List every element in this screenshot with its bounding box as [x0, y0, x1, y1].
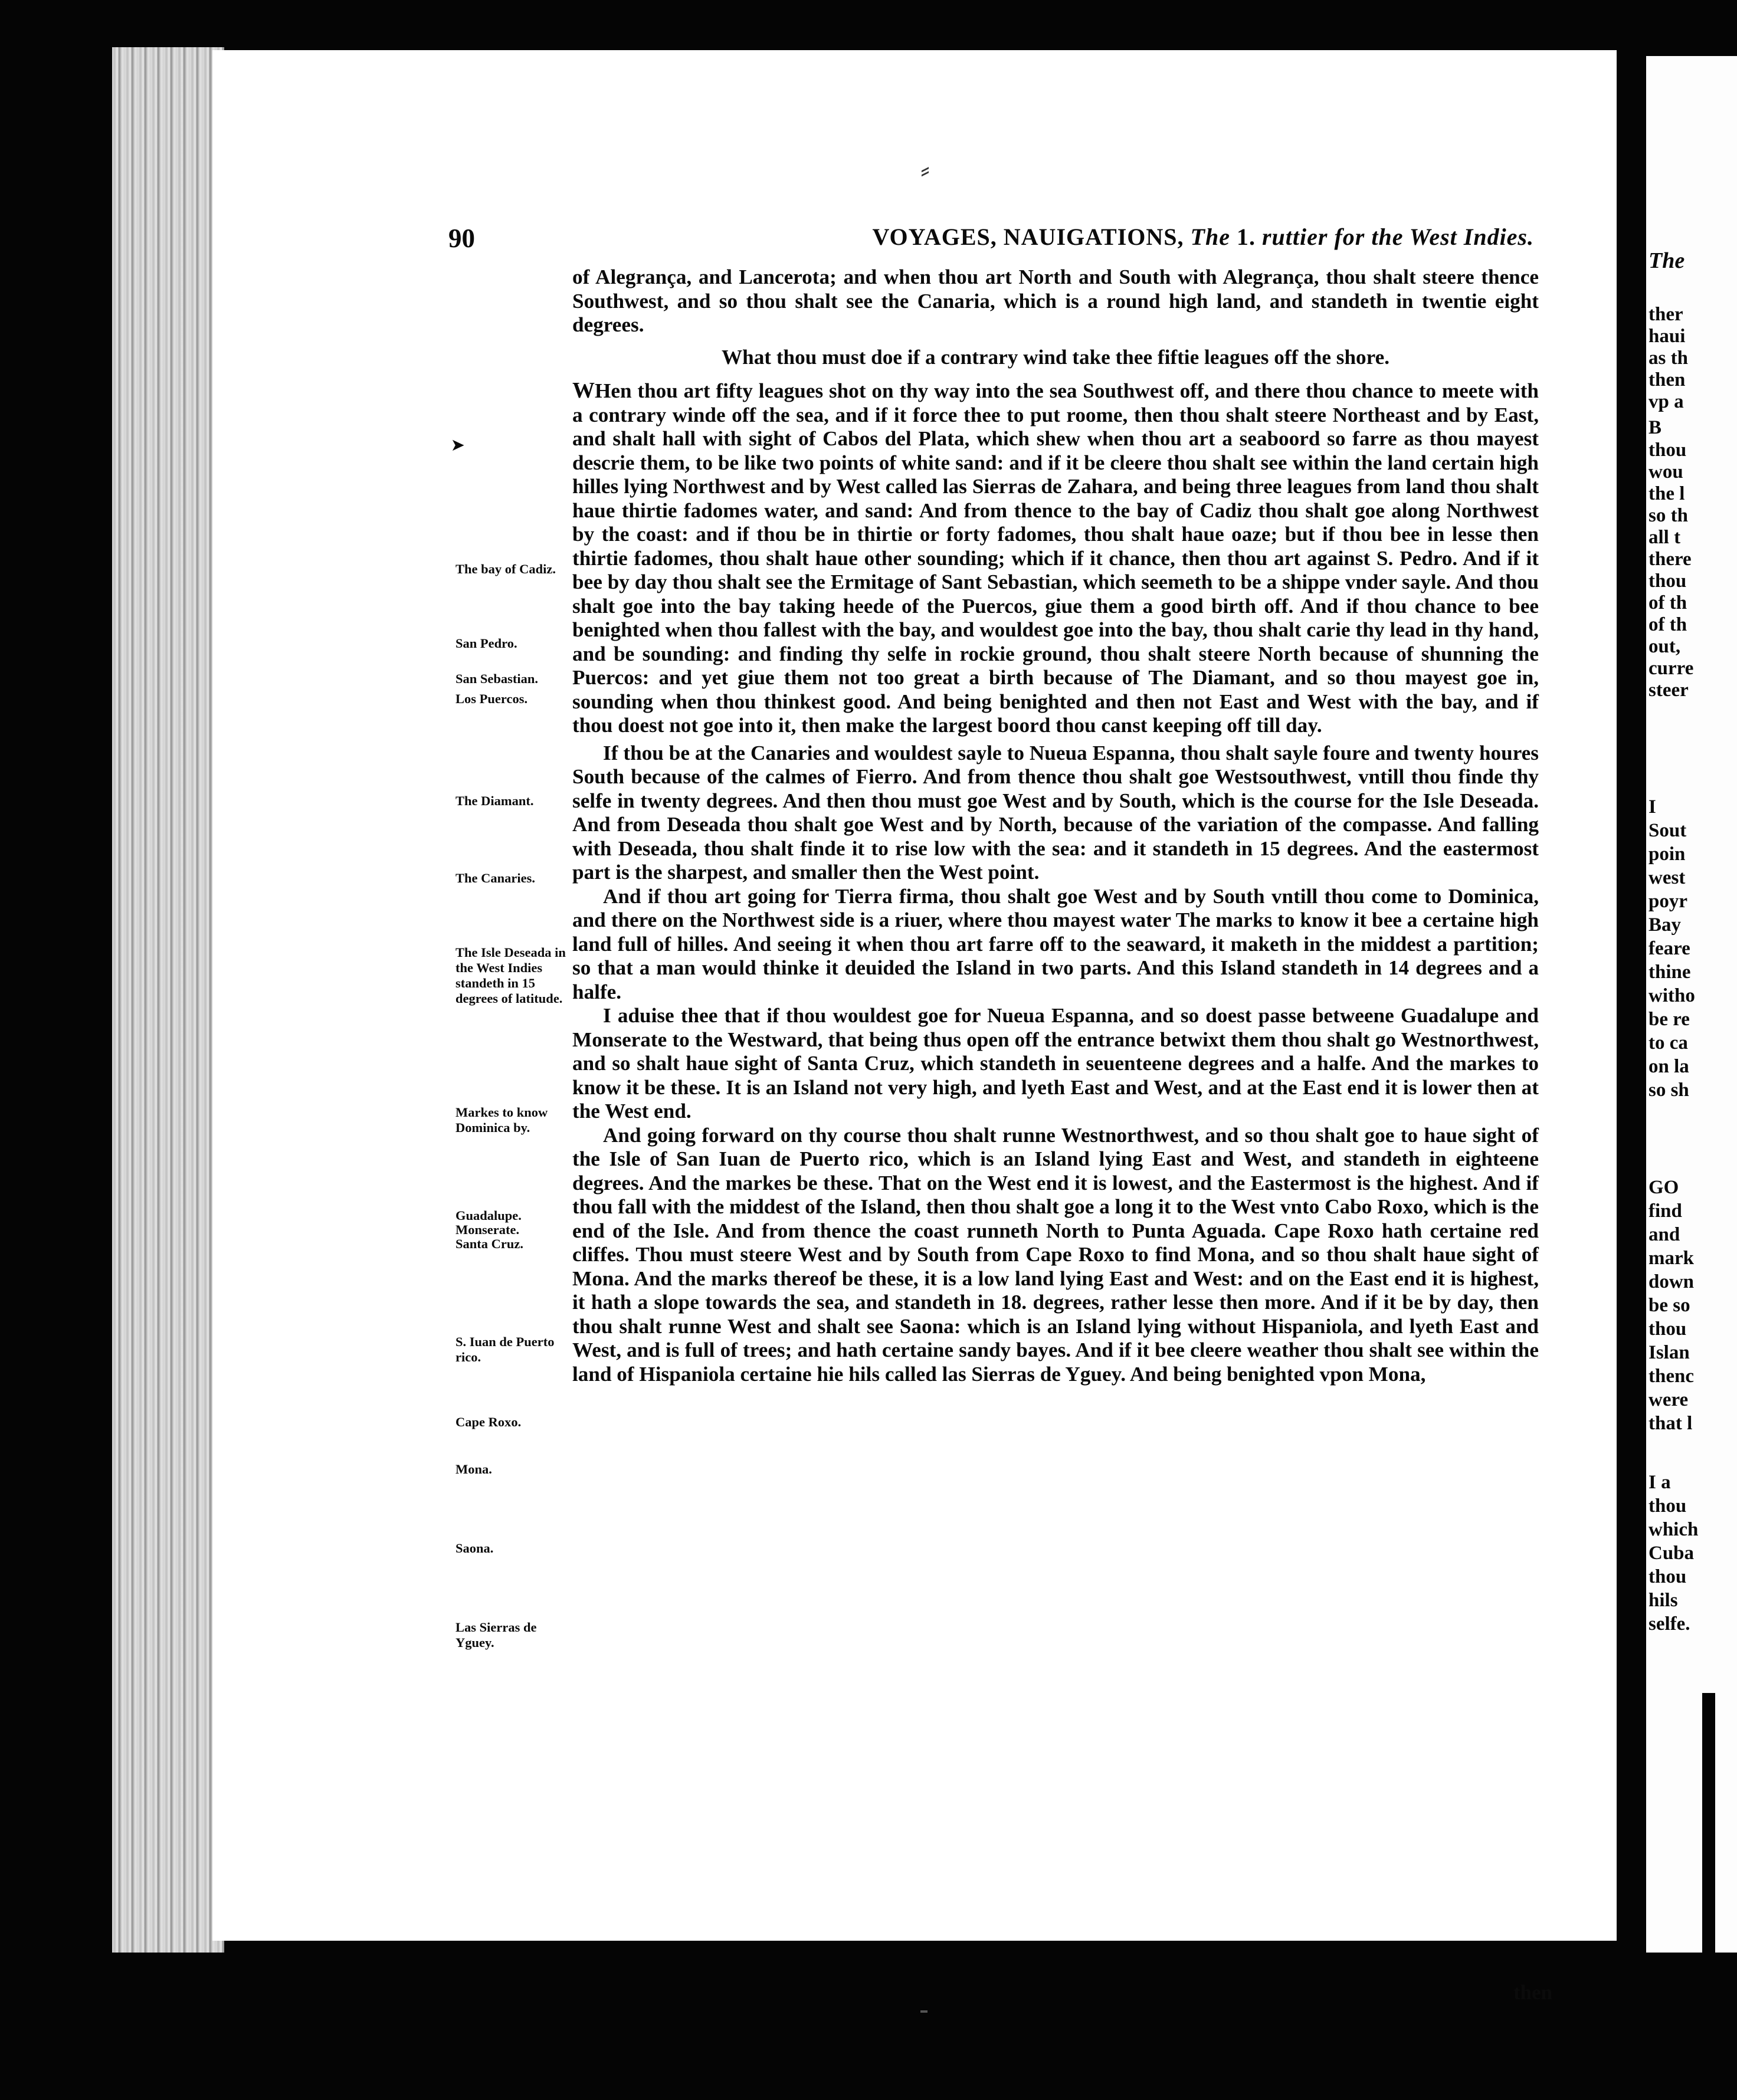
next-page-line: steer	[1648, 680, 1689, 701]
catchword: then	[1513, 1981, 1553, 2004]
next-page-line: thou	[1648, 1318, 1687, 1340]
next-page-line: be re	[1648, 1009, 1690, 1030]
next-page-line: poin	[1648, 844, 1686, 865]
next-page-line: that l	[1648, 1413, 1693, 1434]
next-page-line: thenc	[1648, 1366, 1694, 1387]
paragraph-5: And going forward on thy course thou shalt runne Westnorthwest, and so thou shalt goe to haue sight of the Isle of San Iuan de Puerto rico, which is an Island lying East and West, and standeth in eighteene degrees. And the markes be these. That on the West end it is lowest, and the Eastermost is the highest. And if thou fall with the middest of the Island, then thou shalt goe a long it to the West vnto Cabo Roxo, which is the end of the Isle. And from thence the coast runneth North to Punta Aguada. Cape Roxo hath certaine red cliffes. Thou must steere West and by South from Cape Roxo to find Mona, and so thou shalt haue sight of Mona. And the marks thereof be these, it is a low land lying East and West: and on the East end it is highest, it hath a slope towards the sea, and standeth in 18. degrees, rather lesse then more. And if it be by day, then thou shalt runne West and shalt see Saona: which is an Island lying without Hispaniola, and lyeth East and West, and is full of trees; and hath certaine sandy bayes. And if it bee cleere weather thou shalt see within the land of Hispaniola certaine hie hils called las Sierras de Yguey. And being benighted vpon Mona,	[572, 1123, 1539, 1386]
next-page-line: thou	[1648, 439, 1687, 461]
paragraph-1-text: Hen thou art fifty leagues shot on thy way into the sea Southwest off, and there thou chance to meete with a contrary winde off the sea, and if it force thee to put roome, then thou shalt steere Northeast and by East, and shalt hall with sight of Cabos del Plata, which shew when thou art a seaboord so farre as thou mayest descrie them, to be like two points of white sand: and if it be cleere thou shalt see within the land certain high hilles lying Northwest and by West called las Sierras de Zahara, and being three leagues from land thou shalt haue thirtie fadomes water, and sand: And from thence to the bay of Cadiz thou shalt goe along Northwest by the coast: and if thou be in thirtie or forty fadomes, thou shalt haue oaze; but if thou bee in lesse then thirtie fadomes, thou shalt haue other sounding; which if it chance, then thou art against S. Pedro. And if it bee by day thou shalt see the Ermitage of Sant Sebastian, which seemeth to be a shippe vnder sayle. And thou shalt goe into the bay taking heede of the Puercos, giue them a good birth off. And if thou chance to bee benighted when thou fallest with the bay, and wouldest goe into the bay, thou shalt carie thy lead in thy hand, and be sounding: and finding thy selfe in rockie ground, thou shalt steere North because of shunning the Puercos: and yet giue them not too great a birth because of The Diamant, and so thou mayest goe in, sounding when thou thinkest good. And being benighted and then not East and West with the bay, and if thou doest not goe into it, then make the largest boord thou canst keeping off till day.	[572, 379, 1539, 737]
margin-note-puerto-rico: S. Iuan de Puerto rico.	[455, 1334, 555, 1364]
margin-note-deseada: The Isle Deseada in the West Indies standeth in 15 degrees of latitude.	[455, 945, 566, 1006]
next-page-line: hils	[1648, 1590, 1678, 1611]
margin-note-monserate: Monserate.	[455, 1222, 520, 1237]
next-page-fragment	[1646, 56, 1737, 1953]
next-page-line: feare	[1648, 938, 1690, 959]
next-page-line: down	[1648, 1271, 1695, 1292]
next-page-line: I a	[1648, 1472, 1671, 1493]
next-page-line: I	[1648, 796, 1656, 818]
running-title-rest: ruttier for the West Indies.	[1261, 224, 1534, 250]
next-page-line: thou	[1648, 1495, 1687, 1517]
next-page-line: selfe.	[1648, 1613, 1690, 1635]
next-page-line: Islan	[1648, 1342, 1690, 1363]
margin-note-dominica: Markes to know Dominica by.	[455, 1105, 548, 1135]
paragraph-1	[572, 379, 1539, 738]
running-title	[872, 223, 1534, 251]
section-heading: What thou must doe if a contrary wind take thee fiftie leagues off the shore.	[721, 345, 1390, 369]
next-page-line: then	[1648, 369, 1686, 391]
margin-note-san-pedro: San Pedro.	[455, 636, 517, 651]
body-text	[572, 265, 1539, 1386]
gutter-mark: ⸗	[920, 154, 930, 185]
next-page-line: so sh	[1648, 1079, 1689, 1101]
margin-note-santa-cruz: Santa Cruz.	[455, 1236, 524, 1251]
next-page-line: be so	[1648, 1295, 1690, 1316]
margin-marker: ➤	[451, 437, 464, 454]
margin-note-sierras: Las Sierras de Yguey.	[455, 1620, 537, 1650]
next-page-line: were	[1648, 1389, 1689, 1410]
next-page-line: to ca	[1648, 1032, 1688, 1054]
next-page-line: as th	[1648, 347, 1688, 369]
next-page-line: so th	[1648, 505, 1688, 526]
book-fore-edge	[112, 47, 224, 1953]
next-page-line: GO	[1648, 1177, 1679, 1198]
print-speck	[920, 2010, 928, 2013]
next-page-line: find	[1648, 1200, 1682, 1222]
next-page-header: The	[1648, 248, 1685, 273]
next-page-line: all t	[1648, 527, 1681, 548]
next-page-line: the l	[1648, 483, 1685, 504]
next-page-line: and	[1648, 1224, 1680, 1245]
margin-note-mona: Mona.	[455, 1462, 492, 1476]
next-page-line: mark	[1648, 1248, 1694, 1269]
page-header	[0, 223, 1737, 258]
next-page-line: of th	[1648, 592, 1687, 613]
next-page-line: west	[1648, 867, 1686, 888]
next-page-line: Bay	[1648, 914, 1682, 936]
next-page-line: thou	[1648, 1566, 1687, 1587]
next-page-line: vp a	[1648, 391, 1684, 412]
running-title-the: The	[1190, 224, 1230, 250]
page-number: 90	[448, 224, 475, 253]
margin-note-saona: Saona.	[455, 1541, 494, 1556]
margin-note-los-puercos: Los Puercos.	[455, 691, 528, 706]
running-title-main: VOYAGES, NAUIGATIONS,	[872, 224, 1184, 250]
paragraph-3: And if thou art going for Tierra firma, thou shalt goe West and by South vntill thou come to Dominica, and there on the Northwest side is a riuer, where thou mayest water The marks to know it bee a certaine high land full of hilles. And seeing it when thou art farre off to the seaward, it maketh in the middest a partition; so that a man would thinke it deuided the Island in two parts. And this Island standeth in 14 degrees and a halfe.	[572, 884, 1539, 1003]
margin-note-san-sebastian: San Sebastian.	[455, 671, 539, 686]
margin-note-diamant: The Diamant.	[455, 793, 534, 808]
next-page-rule	[1702, 1693, 1715, 1961]
drop-cap: W	[572, 378, 595, 403]
running-title-num: 1.	[1236, 224, 1256, 250]
margin-note-cadiz: The bay of Cadiz.	[455, 562, 556, 576]
next-page-line: wou	[1648, 461, 1683, 483]
next-page-line: on la	[1648, 1056, 1689, 1077]
next-page-line: B	[1648, 417, 1662, 438]
paragraph-2: If thou be at the Canaries and wouldest sayle to Nueua Espanna, thou shalt sayle foure and twenty houres South because of the calmes of Fierro. And from thence thou shalt goe Westsouthwest, vntill thou finde thy selfe in twenty degrees. And then thou must goe West and by South, which is the course for the Isle Deseada. And from Deseada thou shalt goe West and by North, because of the variation of the compasse. And falling with Deseada, thou shalt finde it to rise low with the sea: and it standeth in 15 degrees. And the eastermost part is the sharpest, and smaller then the West point.	[572, 741, 1539, 884]
paragraph-0: of Alegrança, and Lancerota; and when thou art North and South with Alegrança, thou shalt steere thence Southwest, and so thou shalt see the Canaria, which is a round high land, and standeth in twentie eight degrees.	[572, 265, 1539, 336]
next-page-line: thou	[1648, 570, 1687, 592]
next-page-line: curre	[1648, 658, 1694, 679]
next-page-line: thine	[1648, 962, 1691, 983]
next-page-line: Sout	[1648, 820, 1687, 841]
next-page-line: poyr	[1648, 891, 1687, 912]
margin-note-cape-roxo: Cape Roxo.	[455, 1415, 522, 1429]
next-page-line: ther	[1648, 304, 1683, 325]
next-page-line: out,	[1648, 636, 1681, 657]
margin-note-guadalupe: Guadalupe.	[455, 1208, 522, 1223]
next-page-line: of th	[1648, 614, 1687, 635]
next-page-line: which	[1648, 1519, 1699, 1540]
next-page-line: witho	[1648, 985, 1695, 1006]
margin-note-canaries: The Canaries.	[455, 871, 535, 885]
next-page-line: there	[1648, 549, 1692, 570]
next-page-line: haui	[1648, 326, 1686, 347]
next-page-line: Cuba	[1648, 1543, 1695, 1564]
paragraph-4: I aduise thee that if thou wouldest goe for Nueua Espanna, and so doest passe betweene Guadalupe and Monserate to the Westward, that being thus open off the entrance betwixt them thou shalt go Westnorthwest, and so shalt haue sight of Santa Cruz, which standeth in seuenteene degrees and a halfe. And the markes to know it be these. It is an Island not very high, and lyeth East and West, and at the East end it is lower then at the West end.	[572, 1004, 1539, 1123]
